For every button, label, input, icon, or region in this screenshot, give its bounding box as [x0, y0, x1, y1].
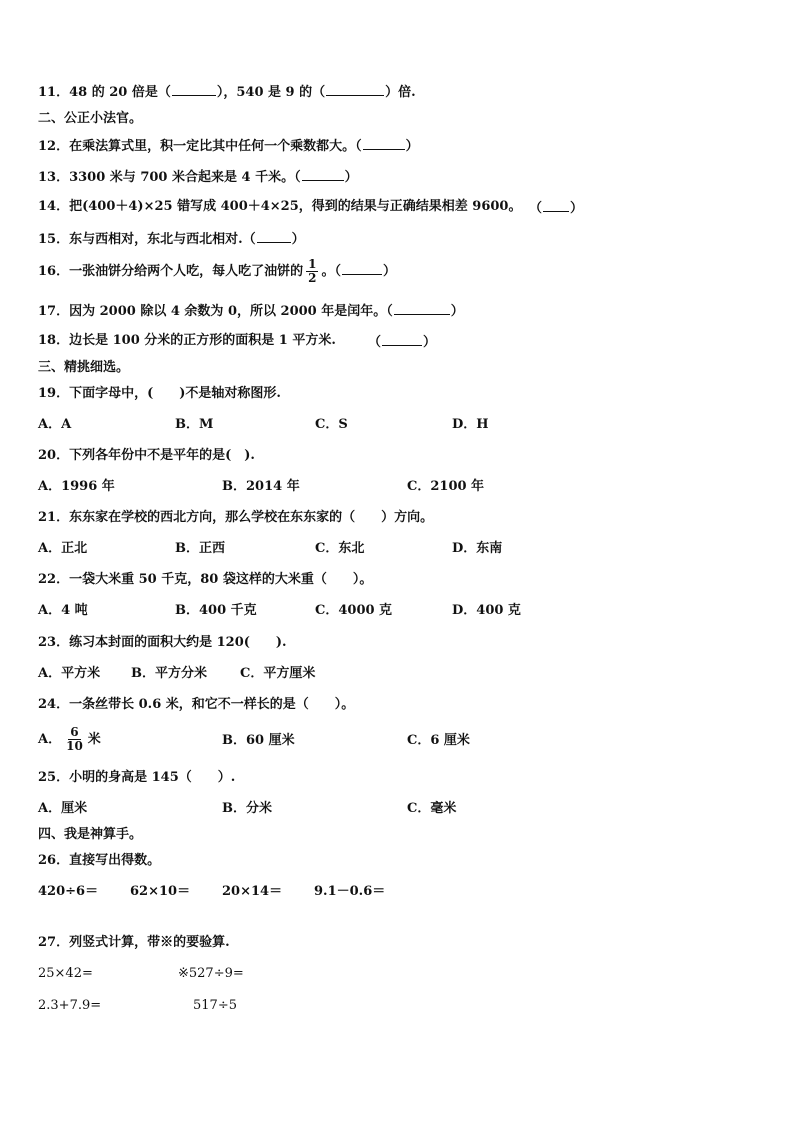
q21-option-c[interactable]: C．东北	[315, 541, 365, 556]
answer-blank[interactable]	[394, 302, 450, 315]
question-14	[38, 199, 521, 215]
answer-blank[interactable]	[363, 137, 405, 150]
question-12	[38, 137, 419, 155]
question-20: 20．下列各年份中不是平年的是( ).	[38, 448, 255, 463]
question-18-blank	[368, 333, 436, 351]
question-22: 22．一袋大米重 50 千克，80 袋这样的大米重（ ）。	[38, 572, 373, 587]
q17-close: ）	[450, 304, 464, 319]
q24-option-c[interactable]: C．6 厘米	[407, 733, 470, 748]
q23-option-a[interactable]: A．平方米	[38, 666, 101, 681]
question-19: 19．下面字母中，( )不是轴对称图形.	[38, 386, 281, 401]
q26-expr-3: 20×14＝	[222, 884, 283, 899]
question-17	[38, 302, 464, 320]
q20-option-b[interactable]: B．2014 年	[222, 479, 300, 494]
question-26: 26．直接写出得数。	[38, 853, 161, 868]
q21-option-a[interactable]: A．正北	[38, 541, 88, 556]
q17-text: 17．因为 2000 除以 4 余数为 0，所以 2000 年是闰年。（	[38, 304, 393, 319]
q22-option-d[interactable]: D．400 克	[452, 603, 521, 618]
q15-close: ）	[291, 232, 305, 247]
q25-option-a[interactable]: A．厘米	[38, 801, 88, 816]
answer-blank[interactable]	[172, 83, 216, 96]
q22-option-b[interactable]: B．400 千克	[175, 603, 257, 618]
question-21: 21．东东家在学校的西北方向，那么学校在东东家的（ ）方向。	[38, 510, 434, 525]
q21-option-b[interactable]: B．正西	[175, 541, 225, 556]
q16-text: 16．一张油饼分给两个人吃，每人吃了油饼的	[38, 264, 304, 279]
answer-blank[interactable]	[342, 262, 382, 275]
q13-text: 13．3300 米与 700 米合起来是 4 千米。（	[38, 170, 301, 185]
fraction-numerator: 6	[70, 725, 79, 739]
q16-close: ）	[382, 264, 396, 279]
fraction-six-tenths	[64, 726, 85, 753]
question-18	[38, 333, 336, 349]
q24-option-a[interactable]	[38, 722, 101, 758]
question-23: 23．练习本封面的面积大约是 120( ).	[38, 635, 287, 650]
q14-open: （	[529, 201, 543, 216]
answer-blank[interactable]	[257, 230, 291, 243]
answer-blank[interactable]	[302, 168, 344, 181]
q12-close: ）	[405, 139, 419, 154]
q21-option-d[interactable]: D．东南	[452, 541, 503, 556]
question-15	[38, 230, 305, 248]
q23-option-b[interactable]: B．平方分米	[131, 666, 207, 681]
q25-option-c[interactable]: C．毫米	[407, 801, 457, 816]
q14-text: 14．把(400＋4)×25 错写成 400＋4×25，得到的结果与正确结果相差 9600。	[38, 199, 522, 214]
option-label: A．	[38, 732, 62, 747]
q13-close: ）	[344, 170, 358, 185]
q14-close: ）	[570, 201, 584, 216]
q18-close: ）	[423, 335, 437, 350]
q27-expr-2: ※527÷9=	[178, 966, 244, 981]
q11-text-2: ），540 是 9 的（	[216, 85, 326, 100]
question-11	[38, 83, 416, 101]
q15-text: 15．东与西相对，东北与西北相对.（	[38, 232, 256, 247]
answer-blank[interactable]	[543, 199, 569, 212]
section-2-heading: 二、公正小法官。	[38, 111, 143, 126]
q16-text-2: 。（	[321, 264, 341, 279]
option-unit: 米	[87, 732, 101, 747]
q27-expr-4: 517÷5	[193, 998, 237, 1013]
question-13	[38, 168, 358, 186]
fraction-denominator: 10	[66, 739, 83, 753]
q23-option-c[interactable]: C．平方厘米	[240, 666, 316, 681]
question-25: 25．小明的身高是 145（ ）.	[38, 770, 236, 785]
q20-option-c[interactable]: C．2100 年	[407, 479, 485, 494]
q19-option-a[interactable]: A．A	[38, 417, 72, 432]
q24-option-b[interactable]: B．60 厘米	[222, 733, 295, 748]
question-16	[38, 257, 396, 287]
section-3-heading: 三、精挑细选。	[38, 360, 130, 375]
q26-expr-2: 62×10＝	[130, 884, 191, 899]
question-27: 27．列竖式计算，带※的要验算.	[38, 935, 230, 950]
q11-text-1: 11．48 的 20 倍是（	[38, 85, 171, 100]
q25-option-b[interactable]: B．分米	[222, 801, 272, 816]
q18-text: 18．边长是 100 分米的正方形的面积是 1 平方米.	[38, 333, 336, 348]
q22-option-a[interactable]: A．4 吨	[38, 603, 88, 618]
q18-open: （	[368, 335, 382, 350]
answer-blank[interactable]	[382, 333, 422, 346]
question-14-blank	[529, 199, 583, 217]
fraction-denominator: 2	[308, 271, 317, 285]
fraction-numerator: 1	[308, 257, 317, 271]
q22-option-c[interactable]: C．4000 克	[315, 603, 393, 618]
q11-text-3: ）倍.	[385, 85, 416, 100]
q20-option-a[interactable]: A．1996 年	[38, 479, 115, 494]
q27-expr-1: 25×42=	[38, 966, 93, 981]
q27-expr-3: 2.3+7.9=	[38, 998, 102, 1013]
q26-expr-1: 420÷6＝	[38, 884, 99, 899]
q26-expr-4: 9.1－0.6＝	[314, 884, 386, 899]
q19-option-c[interactable]: C．S	[315, 417, 348, 432]
answer-blank[interactable]	[326, 83, 384, 96]
fraction-one-half	[306, 258, 318, 285]
q12-text: 12．在乘法算式里，积一定比其中任何一个乘数都大。（	[38, 139, 362, 154]
q19-option-b[interactable]: B．M	[175, 417, 214, 432]
question-24: 24．一条丝带长 0.6 米，和它不一样长的是（ ）。	[38, 697, 355, 712]
q19-option-d[interactable]: D．H	[452, 417, 489, 432]
section-4-heading: 四、我是神算手。	[38, 827, 143, 842]
